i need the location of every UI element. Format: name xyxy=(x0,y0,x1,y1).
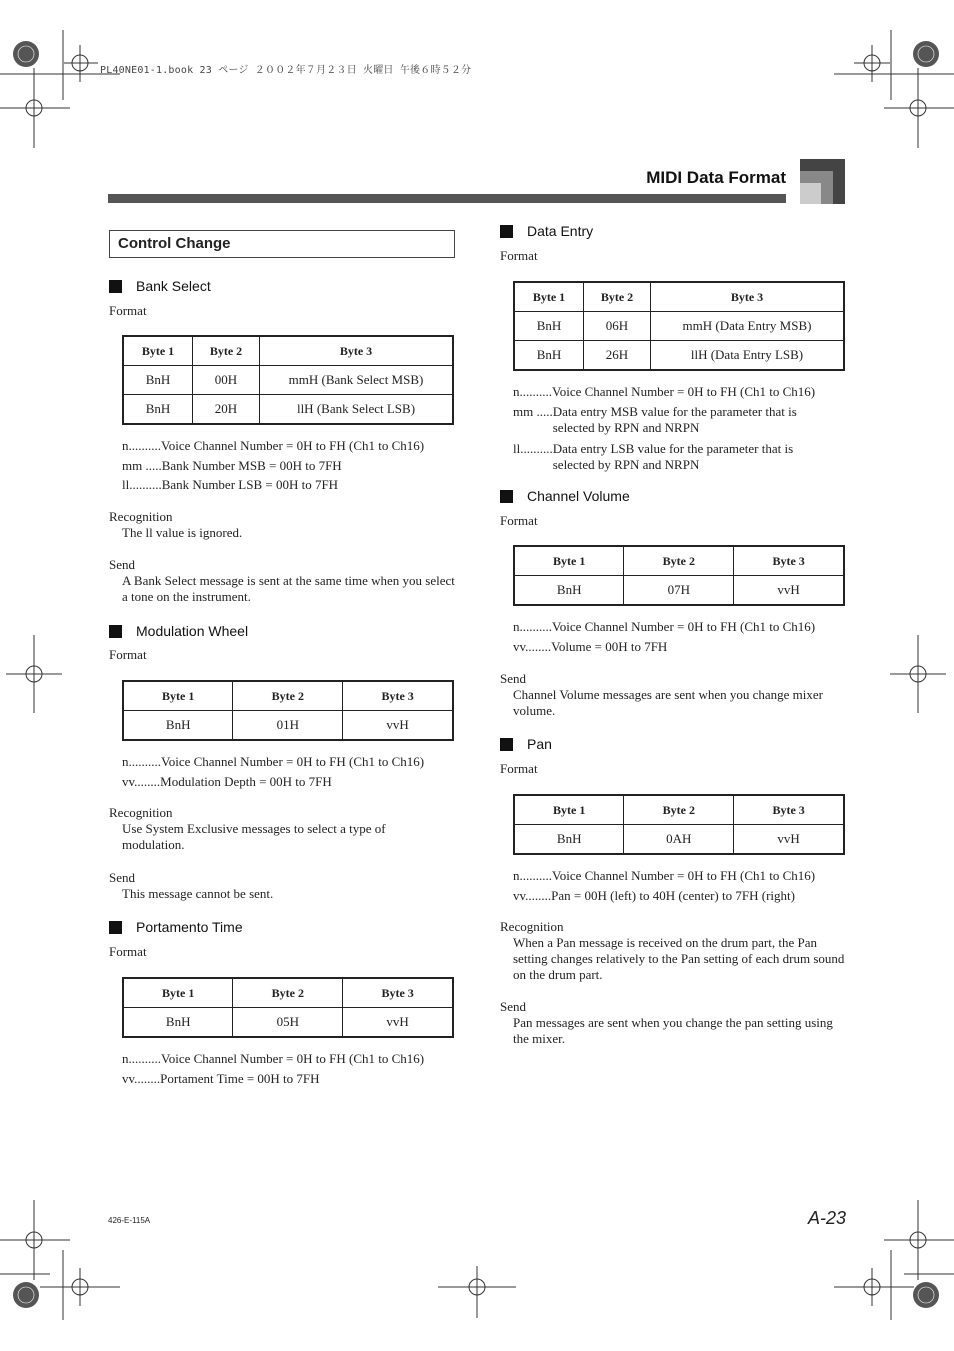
heading-modulation-wheel: Modulation Wheel xyxy=(109,623,248,639)
recognition-label: Recognition xyxy=(109,509,173,524)
defs-portamento-time: n.......... Voice Channel Number = 0H to FH (Ch1 to Ch16) vv........ Portament Time = 00H to 7FH xyxy=(122,1051,425,1086)
heading-data-entry: Data Entry xyxy=(500,223,593,239)
recognition-text: Use System Exclusive messages to select a type of modulation. xyxy=(122,821,386,852)
send-text: Channel Volume messages are sent when you change mixer volume. xyxy=(513,687,823,718)
send-label: Send xyxy=(109,557,135,572)
section-title: Control Change xyxy=(109,230,455,258)
header-byte3: Byte 3 xyxy=(734,546,844,576)
defs-modulation-wheel: n.......... Voice Channel Number = 0H to FH (Ch1 to Ch16) vv........ Modulation Depth = 00H to 7FH xyxy=(122,754,425,789)
header-byte1: Byte 1 xyxy=(514,282,584,312)
table-row: BnH 05H vvH xyxy=(123,1008,453,1038)
square-bullet-icon xyxy=(109,280,122,293)
send-label: Send xyxy=(109,870,135,885)
table-row: BnH 20H llH (Bank Select LSB) xyxy=(123,395,453,425)
header-byte3: Byte 3 xyxy=(343,681,453,711)
defs-channel-volume: n.......... Voice Channel Number = 0H to FH (Ch1 to Ch16) vv........ Volume = 00H to 7FH xyxy=(513,619,816,654)
heading-channel-volume: Channel Volume xyxy=(500,488,630,504)
table-modulation-wheel xyxy=(122,680,454,741)
square-bullet-icon xyxy=(500,490,513,503)
header-byte1: Byte 1 xyxy=(123,978,233,1008)
header-byte2: Byte 2 xyxy=(624,546,734,576)
table-row: BnH 26H llH (Data Entry LSB) xyxy=(514,341,844,371)
header-byte1: Byte 1 xyxy=(514,546,624,576)
table-pan xyxy=(513,794,845,855)
table-row: BnH 01H vvH xyxy=(123,711,453,741)
header-byte2: Byte 2 xyxy=(233,978,343,1008)
format-label: Format xyxy=(500,761,538,776)
send-text: Pan messages are sent when you change the pan setting using the mixer. xyxy=(513,1015,833,1046)
square-bullet-icon xyxy=(109,921,122,934)
format-label: Format xyxy=(109,647,147,662)
table-data-entry xyxy=(513,281,845,371)
send-label: Send xyxy=(500,999,526,1014)
footer-code: 426-E-115A xyxy=(108,1216,151,1225)
table-row: BnH 07H vvH xyxy=(514,576,844,606)
print-header: PL40NE01-1.book 23 ページ ２００２年７月２３日 火曜日 午後６時５２分 xyxy=(100,65,472,76)
recognition-label: Recognition xyxy=(500,919,564,934)
format-label: Format xyxy=(500,248,538,263)
table-portamento-time xyxy=(122,977,454,1038)
square-bullet-icon xyxy=(500,738,513,751)
table-row: BnH 0AH vvH xyxy=(514,825,844,855)
recognition-label: Recognition xyxy=(109,805,173,820)
heading-pan: Pan xyxy=(500,736,552,752)
send-text: This message cannot be sent. xyxy=(122,886,274,901)
defs-pan: n.......... Voice Channel Number = 0H to FH (Ch1 to Ch16) vv........ Pan = 00H (left) to 40H (center) to 7FH (right) xyxy=(513,868,816,903)
recognition-text: When a Pan message is received on the drum part, the Pan setting changes relatively to the Pan setting of each drum sound on the drum part. xyxy=(513,935,845,982)
table-row: BnH 06H mmH (Data Entry MSB) xyxy=(514,312,844,341)
header-byte1: Byte 1 xyxy=(123,681,233,711)
format-label: Format xyxy=(500,513,538,528)
header-byte1: Byte 1 xyxy=(514,795,624,825)
header-byte3: Byte 3 xyxy=(734,795,844,825)
header-byte2: Byte 2 xyxy=(233,681,343,711)
defs-bank-select: n.......... Voice Channel Number = 0H to FH (Ch1 to Ch16) mm ..... Bank Number MSB = 00H to 7FH ll.......... Bank Number LSB = 00H to 7FH xyxy=(122,438,425,492)
heading-portamento-time: Portamento Time xyxy=(109,919,243,935)
defs-data-entry: n.......... Voice Channel Number = 0H to FH (Ch1 to Ch16) mm ..... Data entry MSB value for the parameter that is selected by RPN and NRPN ll.......... Data entry LSB value for the parameter that is selected by RPN and NRPN xyxy=(513,384,816,472)
header-byte3: Byte 3 xyxy=(651,282,845,312)
title-bar xyxy=(108,194,786,203)
page-title: MIDI Data Format xyxy=(646,168,786,187)
header-byte2: Byte 2 xyxy=(624,795,734,825)
square-bullet-icon xyxy=(109,625,122,638)
recognition-text: The ll value is ignored. xyxy=(122,525,243,540)
square-bullet-icon xyxy=(500,225,513,238)
header-byte3: Byte 3 xyxy=(260,336,454,366)
header-byte2: Byte 2 xyxy=(584,282,651,312)
header-byte1: Byte 1 xyxy=(123,336,193,366)
table-bank-select xyxy=(122,335,454,425)
format-label: Format xyxy=(109,944,147,959)
table-row: BnH 00H mmH (Bank Select MSB) xyxy=(123,366,453,395)
heading-bank-select: Bank Select xyxy=(109,278,211,294)
send-text: A Bank Select message is sent at the same time when you select a tone on the instrument. xyxy=(122,573,455,604)
header-byte2: Byte 2 xyxy=(193,336,260,366)
corner-tab-core xyxy=(800,183,821,204)
format-label: Format xyxy=(109,303,147,318)
page-number: A-23 xyxy=(807,1208,846,1228)
header-byte3: Byte 3 xyxy=(343,978,453,1008)
table-channel-volume xyxy=(513,545,845,606)
send-label: Send xyxy=(500,671,526,686)
